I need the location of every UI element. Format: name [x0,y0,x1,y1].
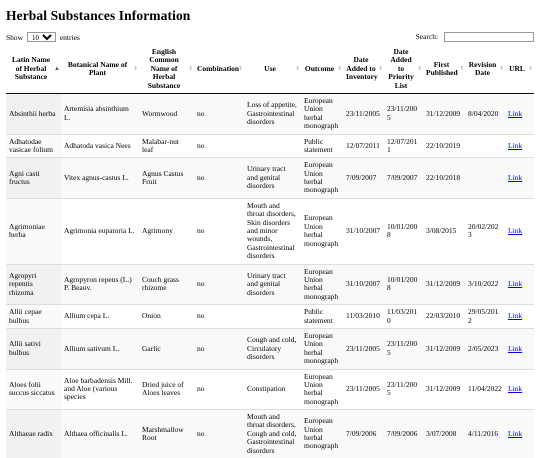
link[interactable]: Link [508,108,523,118]
table-row [6,93,534,134]
combination-cell: no [194,264,244,305]
revision-date-cell: 4/11/2016 [465,410,505,458]
column-header-label: English Common Name of Herbal Substance [147,47,181,90]
column-header-combination[interactable] [194,46,244,93]
outcome-cell: European Union herbal monograph [301,328,343,369]
latin-name-cell: Absinthii herba [6,93,61,134]
table-controls [6,31,534,43]
latin-name-cell: Agrimoniae herba [6,198,61,264]
first-published-cell: 31/12/2009 [423,369,465,410]
date-added-priority-cell: 23/11/2005 [384,93,423,134]
column-header-botanical[interactable] [61,46,139,93]
use-cell: Cough and cold, Circulatory disorders [244,328,301,369]
combination-cell: no [194,134,244,158]
url-cell [505,369,534,410]
combination-cell: no [194,328,244,369]
date-added-inventory-cell: 7/09/2007 [343,158,384,199]
english-name-cell: Marshmallow Root [139,410,194,458]
first-published-cell: 22/10/2018 [423,158,465,199]
table-row [6,410,534,458]
revision-date-cell: 8/04/2020 [465,93,505,134]
column-header-latin[interactable] [6,46,61,93]
latin-name-cell: Allii sativi bulbus [6,328,61,369]
combination-cell: no [194,305,244,329]
column-header-label: Combination [197,63,240,73]
english-name-cell: Dried juice of Aloes leaves [139,369,194,410]
first-published-cell: 31/12/2009 [423,93,465,134]
sort-both-icon: ⬍ [187,66,193,73]
column-header-date-added-inventory[interactable] [343,46,384,93]
table-body [6,93,534,458]
combination-cell: no [194,410,244,458]
sort-both-icon: ⬍ [237,66,243,73]
date-added-priority-cell: 7/09/2007 [384,158,423,199]
use-cell: Constipation [244,369,301,410]
sort-both-icon: ⬍ [458,66,464,73]
link[interactable]: Link [508,384,523,394]
english-name-cell: Couch grass rhizome [139,264,194,305]
table-row [6,328,534,369]
combination-cell: no [194,198,244,264]
search-control [416,32,534,43]
revision-date-cell: 3/10/2022 [465,264,505,305]
date-added-priority-cell: 10/01/2008 [384,264,423,305]
column-header-url[interactable] [505,46,534,93]
sort-both-icon: ⬍ [336,66,342,73]
column-header-use[interactable] [244,46,301,93]
english-name-cell: Onion [139,305,194,329]
sort-both-icon: ⬍ [527,66,533,73]
column-header-label: Use [264,63,276,73]
url-cell [505,158,534,199]
english-name-cell: Garlic [139,328,194,369]
outcome-cell: European Union herbal monograph [301,198,343,264]
column-header-label: Date Added to Inventory [346,55,378,82]
column-header-label: First Published [426,59,458,77]
link[interactable]: Link [508,279,523,289]
use-cell: Urinary tract and genital disorders [244,158,301,199]
link[interactable]: Link [508,226,523,236]
table-row [6,369,534,410]
url-cell [505,198,534,264]
column-header-label: Outcome [304,63,335,73]
latin-name-cell: Adhatodae vasicae folium [6,134,61,158]
url-cell [505,134,534,158]
column-header-date-added-priority[interactable] [384,46,423,93]
date-added-inventory-cell: 12/07/2011 [343,134,384,158]
date-added-priority-cell: 23/11/2005 [384,369,423,410]
use-cell: Urinary tract and genital disorders [244,264,301,305]
sort-ascending-icon: ▲ [54,66,60,73]
date-added-inventory-cell: 11/03/2010 [343,305,384,329]
date-added-priority-cell: 7/09/2006 [384,410,423,458]
url-cell [505,264,534,305]
column-header-label: URL [509,63,525,73]
first-published-cell: 22/03/2010 [423,305,465,329]
botanical-name-cell: Agropyron repens (L.) P. Beauv. [61,264,139,305]
first-published-cell: 22/10/2019 [423,134,465,158]
sort-both-icon: ⬍ [498,66,504,73]
link[interactable]: Link [508,311,523,321]
date-added-inventory-cell: 7/09/2006 [343,410,384,458]
revision-date-cell: 20/02/2023 [465,198,505,264]
link[interactable]: Link [508,140,523,150]
english-name-cell: Malabar-nut leaf [139,134,194,158]
date-added-inventory-cell: 31/10/2007 [343,264,384,305]
length-control [6,32,80,42]
column-header-english[interactable] [139,46,194,93]
url-cell [505,328,534,369]
date-added-priority-cell: 10/01/2008 [384,198,423,264]
outcome-cell: European Union herbal monograph [301,158,343,199]
sort-both-icon: ⬍ [294,66,300,73]
table-row [6,305,534,329]
column-header-label: Revision Date [468,59,497,77]
show-label: Show [6,33,24,42]
revision-date-cell: 11/04/2022 [465,369,505,410]
latin-name-cell: Aloes folii succus siccatus [6,369,61,410]
botanical-name-cell: Artemisia absinthium L. [61,93,139,134]
latin-name-cell: Althaeae radix [6,410,61,458]
column-header-outcome[interactable] [301,46,343,93]
botanical-name-cell: Aloe barbadensis Mill. and Aloe (various species [61,369,139,410]
herbal-table [6,46,534,458]
use-cell: Mouth and throat disorders, Skin disorders and minor wounds, Gastrointestinal disorders [244,198,301,264]
page-title: Herbal Substances Information [6,8,191,23]
date-added-priority-cell: 23/11/2005 [384,328,423,369]
botanical-name-cell: Allium cepa L. [61,305,139,329]
table-row [6,134,534,158]
date-added-inventory-cell: 23/11/2005 [343,328,384,369]
first-published-cell: 3/08/2015 [423,198,465,264]
date-added-priority-cell: 12/07/2011 [384,134,423,158]
use-cell [244,134,301,158]
english-name-cell: Wormwood [139,93,194,134]
column-header-label: Botanical Name of Plant [67,59,128,77]
use-cell: Loss of appetite, Gastrointestinal disorders [244,93,301,134]
botanical-name-cell: Althaea officinalis L. [61,410,139,458]
combination-cell: no [194,369,244,410]
botanical-name-cell: Adhatoda vasica Nees [61,134,139,158]
outcome-cell: European Union herbal monograph [301,93,343,134]
search-input[interactable] [444,32,534,42]
outcome-cell: European Union herbal monograph [301,264,343,305]
use-cell [244,305,301,329]
revision-date-cell: 29/05/2012 [465,305,505,329]
botanical-name-cell: Vitex agnus-castus L. [61,158,139,199]
date-added-inventory-cell: 31/10/2007 [343,198,384,264]
date-added-inventory-cell: 23/11/2005 [343,93,384,134]
column-header-label: Date Added to Priority List [388,47,414,90]
date-added-priority-cell: 11/03/2010 [384,305,423,329]
entries-label: entries [59,33,80,42]
table-row [6,198,534,264]
table-header [6,46,534,93]
latin-name-cell: Agropyri repentis rhizoma [6,264,61,305]
use-cell: Mouth and throat disorders, Cough and cold, Gastrointestinal disorders [244,410,301,458]
first-published-cell: 31/12/2009 [423,328,465,369]
latin-name-cell: Agni casti fructus [6,158,61,199]
english-name-cell: Agrimony [139,198,194,264]
outcome-cell: Public statement [301,305,343,329]
botanical-name-cell: Agrimonia eupatoria L. [61,198,139,264]
combination-cell: no [194,93,244,134]
combination-cell: no [194,158,244,199]
sort-both-icon: ⬍ [377,66,383,73]
column-header-label: Latin Name of Herbal Substance [11,55,51,82]
url-cell [505,93,534,134]
sort-both-icon: ⬍ [132,66,138,73]
revision-date-cell [465,134,505,158]
english-name-cell: Agnus Castus Fruit [139,158,194,199]
outcome-cell: European Union herbal monograph [301,410,343,458]
botanical-name-cell: Allium sativum L. [61,328,139,369]
link[interactable]: Link [508,172,523,182]
entries-select[interactable] [27,32,56,42]
revision-date-cell: 2/05/2023 [465,328,505,369]
table-row [6,158,534,199]
url-cell [505,305,534,329]
link[interactable]: Link [508,343,523,353]
first-published-cell: 31/12/2009 [423,264,465,305]
latin-name-cell: Allii cepae bulbus [6,305,61,329]
outcome-cell: Public statement [301,134,343,158]
outcome-cell: European Union herbal monograph [301,369,343,410]
url-cell [505,410,534,458]
first-published-cell: 3/07/2008 [423,410,465,458]
revision-date-cell [465,158,505,199]
date-added-inventory-cell: 23/11/2005 [343,369,384,410]
column-header-first-published[interactable] [423,46,465,93]
sort-both-icon: ⬍ [416,66,422,73]
column-header-revision-date[interactable] [465,46,505,93]
search-label: Search: [415,31,439,41]
link[interactable]: Link [508,428,523,438]
table-row [6,264,534,305]
